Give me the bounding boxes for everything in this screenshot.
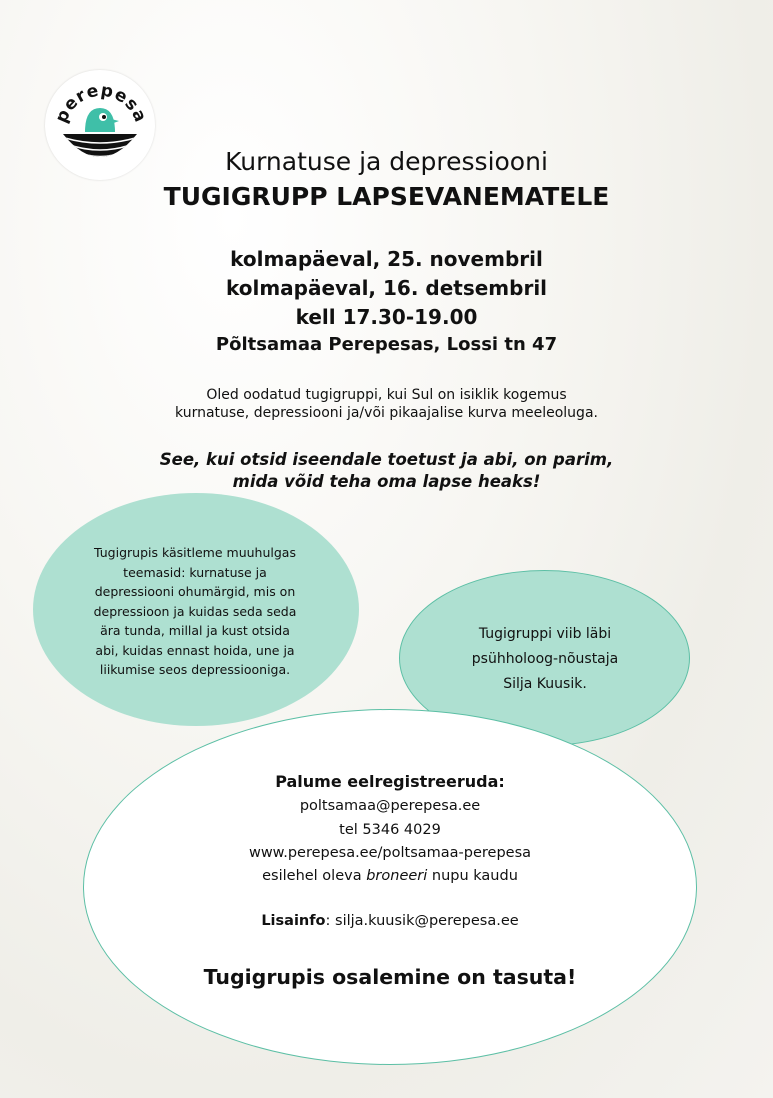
- topics-line: ära tunda, millal ja kust otsida: [100, 623, 290, 638]
- booking-word: broneeri: [366, 868, 428, 884]
- intro-line-2: kurnatuse, depressiooni ja/või pikaajalise kurva meeleoluga.: [175, 405, 598, 421]
- topics-line: liikumise seos depressiooniga.: [99, 662, 291, 677]
- topics-line: depressiooni ohumärgid, mis on: [94, 584, 296, 599]
- intro-line-1: Oled oodatud tugigruppi, kui Sul on isiklik kogemus: [206, 387, 567, 403]
- topics-text: [70, 543, 320, 680]
- location: Põltsamaa Perepesas, Lossi tn 47: [215, 334, 558, 355]
- date-1: kolmapäeval, 25. novembril: [230, 247, 543, 271]
- info-email[interactable]: silja.kuusik@perepesa.ee: [335, 913, 519, 929]
- registration-heading: Palume eelregistreeruda:: [275, 772, 505, 791]
- registration-website[interactable]: www.perepesa.ee/poltsamaa-perepesa: [248, 845, 532, 861]
- leader-text: [420, 622, 670, 697]
- info-line: [83, 910, 697, 933]
- topics-line: Tugigrupis käsitleme muuhulgas: [94, 545, 296, 560]
- info-separator: :: [325, 913, 336, 929]
- leader-line: Silja Kuusik.: [503, 676, 587, 692]
- quote-line-1: See, kui otsid iseendale toetust ja abi, on parim,: [159, 450, 614, 469]
- quote-line-2: mida võid teha oma lapse heaks!: [232, 472, 541, 491]
- info-label: Lisainfo: [261, 913, 326, 929]
- registration-booking-note: [83, 865, 697, 888]
- leader-line: Tugigruppi viib läbi: [478, 626, 612, 642]
- date-2: kolmapäeval, 16. detsembril: [225, 276, 548, 300]
- title-line-1: Kurnatuse ja depressiooni: [225, 147, 548, 176]
- topics-line: depressioon ja kuidas seda seda: [93, 603, 297, 619]
- booking-suffix: nupu kaudu: [427, 868, 518, 884]
- logo-wordmark: perepesa: [51, 80, 151, 126]
- booking-prefix: esilehel oleva: [262, 868, 367, 884]
- topics-line: abi, kuidas ennast hoida, une ja: [95, 642, 295, 658]
- topics-line: teemasid: kurnatuse ja: [123, 564, 267, 580]
- title-line-2: TUGIGRUPP LAPSEVANEMATELE: [163, 182, 610, 211]
- leader-line: psühholoog-nõustaja: [471, 651, 619, 667]
- registration-phone: tel 5346 4029: [339, 822, 441, 838]
- free-note: Tugigrupis osalemine on tasuta!: [203, 965, 577, 989]
- time: kell 17.30-19.00: [295, 305, 478, 329]
- registration-email[interactable]: poltsamaa@perepesa.ee: [299, 798, 481, 814]
